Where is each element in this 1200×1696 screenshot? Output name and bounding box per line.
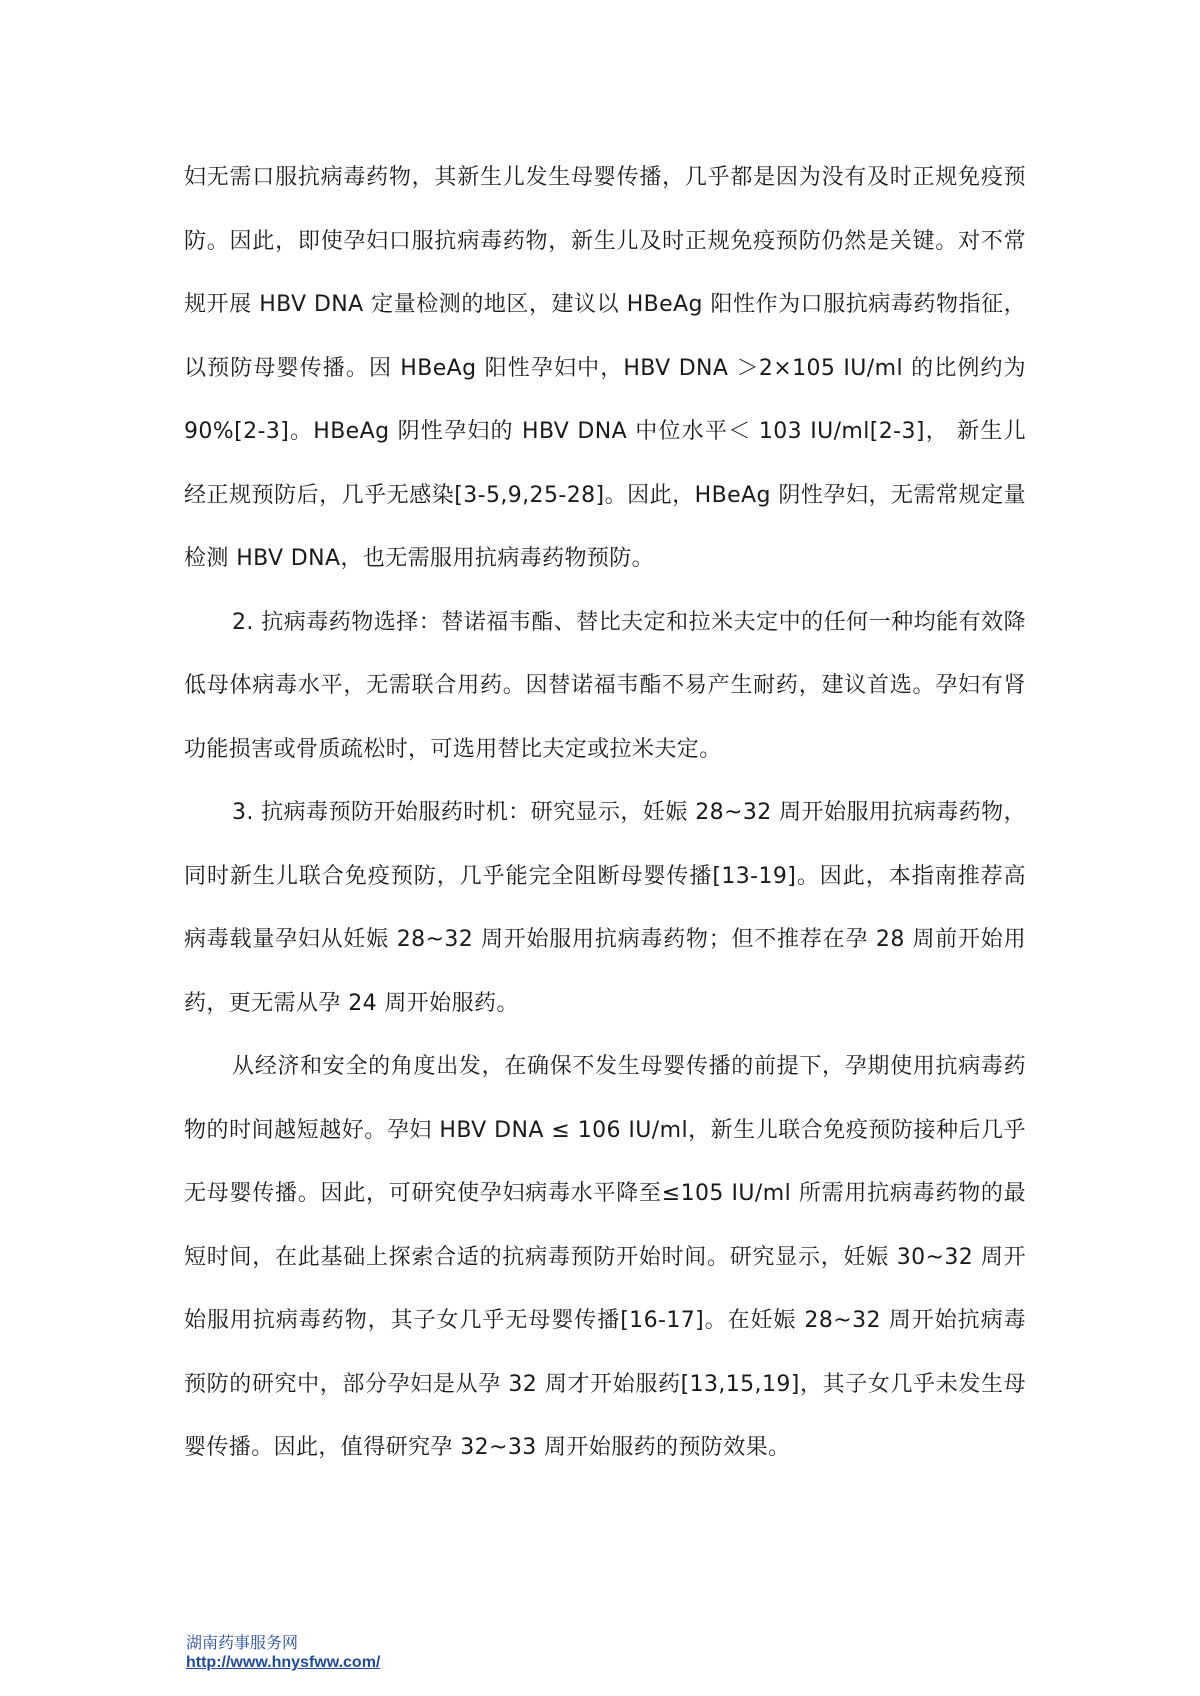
paragraph-economic-safety: 从经济和安全的角度出发，在确保不发生母婴传播的前提下，孕期使用抗病毒药物的时间越短越好。孕妇 HBV DNA ≤ 106 IU/ml，新生儿联合免疫预防接种后几乎无母婴传播。因此，可研究使孕妇病毒水平降至≤105 IU/ml 所需用抗病毒药物的最短时间，在此基础上探索合适的抗病毒预防开始时间。研究显示，妊娠 30~32 周开始服用抗病毒药物，其子女几乎无母婴传播[16-17]。在妊娠 28~32 周开始抗病毒预防的研究中，部分孕妇是从孕 32 周才开始服药[13,15,19]，其子女几乎未发生母婴传播。因此，值得研究孕 32~33 周开始服药的预防效果。 xyxy=(184,1054,1026,1460)
body-text xyxy=(184,146,1026,1480)
paragraph-continuation: 妇无需口服抗病毒药物，其新生儿发生母婴传播，几乎都是因为没有及时正规免疫预防。因此，即使孕妇口服抗病毒药物，新生儿及时正规免疫预防仍然是关键。对不常规开展 HBV DNA 定量检测的地区，建议以 HBeAg 阳性作为口服抗病毒药物指征，以预防母婴传播。因 HBeAg 阳性孕妇中，HBV DNA ＞2×105 IU/ml 的比例约为 90%[2-3]。HBeAg 阴性孕妇的 HBV DNA 中位水平＜ 103 IU/ml[2-3]， 新生儿经正规预防后，几乎无感染[3-5,9,25-28]。因此，HBeAg 阴性孕妇，无需常规定量检测 HBV DNA，也无需服用抗病毒药物预防。 xyxy=(184,165,1026,571)
footer-site-name: 湖南药事服务网 xyxy=(186,1633,299,1652)
footer xyxy=(186,1633,380,1673)
footer-url-link[interactable]: http://www.hnysfww.com/ xyxy=(186,1654,381,1671)
paragraph-drug-selection: 2. 抗病毒药物选择：替诺福韦酯、替比夫定和拉米夫定中的任何一种均能有效降低母体病毒水平，无需联合用药。因替诺福韦酯不易产生耐药，建议首选。孕妇有肾功能损害或骨质疏松时，可选用替比夫定或拉米夫定。 xyxy=(184,609,1026,762)
paragraph-treatment-timing: 3. 抗病毒预防开始服药时机：研究显示，妊娠 28~32 周开始服用抗病毒药物，同时新生儿联合免疫预防，几乎能完全阻断母婴传播[13-19]。因此，本指南推荐高病毒载量孕妇从妊娠 28~32 周开始服用抗病毒药物；但不推荐在孕 28 周前开始用药，更无需从孕 24 周开始服药。 xyxy=(184,800,1026,1016)
